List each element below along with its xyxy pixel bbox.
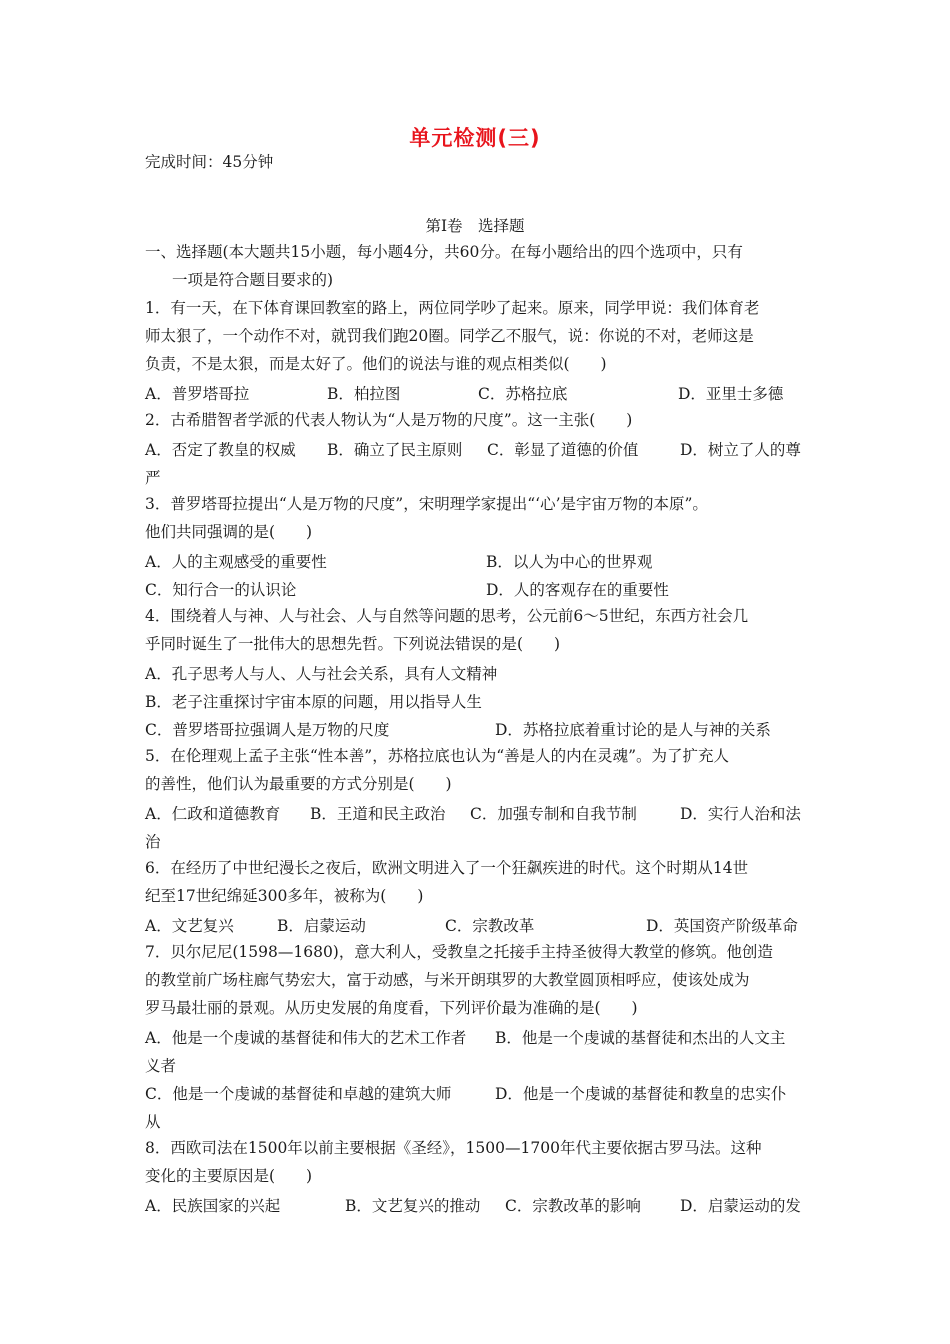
question-6-option-b: B．启蒙运动 <box>277 917 366 935</box>
question-5-option-d: D．实行人治和法 <box>680 805 801 823</box>
question-4-stem: 4．围绕着人与神、人与社会、人与自然等问题的思考，公元前6～5世纪，东西方社会几 <box>145 607 749 625</box>
question-5-option-d-wrap: 治 <box>145 833 161 851</box>
question-3-stem: 他们共同强调的是( ) <box>145 523 313 541</box>
question-7-stem: 7．贝尔尼尼(1598—1680)，意大利人，受教皇之托接手主持圣彼得大教堂的修筑。他创造 <box>145 943 773 961</box>
question-4-option-a: A．孔子思考人与人、人与社会关系，具有人文精神 <box>145 665 498 683</box>
question-6-stem: 纪至17世纪绵延300多年，被称为( ) <box>145 887 424 905</box>
question-1-option-d: D．亚里士多德 <box>678 385 784 403</box>
question-1-option-b: B．柏拉图 <box>327 385 401 403</box>
question-1-stem: 负责，不是太狠，而是太好了。他们的说法与谁的观点相类似( ) <box>145 355 607 373</box>
question-4-option-b: B．老子注重探讨宇宙本原的问题，用以指导人生 <box>145 693 482 711</box>
question-2-option-c: C．彰显了道德的价值 <box>487 441 639 459</box>
question-2-stem: 2．古希腊智者学派的代表人物认为“人是万物的尺度”。这一主张( ) <box>145 411 633 429</box>
question-4-stem: 乎同时诞生了一批伟大的思想先哲。下列说法错误的是( ) <box>145 635 561 653</box>
question-7-option-b: B．他是一个虔诚的基督徒和杰出的人文主 <box>495 1029 786 1047</box>
question-2-option-d: D．树立了人的尊 <box>680 441 801 459</box>
question-7-option-d-wrap: 从 <box>145 1113 161 1131</box>
question-8-stem: 变化的主要原因是( ) <box>145 1167 313 1185</box>
question-5-option-a: A．仁政和道德教育 <box>145 805 281 823</box>
question-5-stem: 的善性，他们认为最重要的方式分别是( ) <box>145 775 452 793</box>
question-1-option-c: C．苏格拉底 <box>478 385 568 403</box>
question-6-option-a: A．文艺复兴 <box>145 917 234 935</box>
question-7-stem: 罗马最壮丽的景观。从历史发展的角度看，下列评价最为准确的是( ) <box>145 999 638 1017</box>
question-1-stem: 1．有一天，在下体育课回教室的路上，两位同学吵了起来。原来，同学甲说：我们体育老 <box>145 299 760 317</box>
question-6-option-d: D．英国资产阶级革命 <box>646 917 798 935</box>
question-6-option-c: C．宗教改革 <box>445 917 535 935</box>
question-5-option-b: B．王道和民主政治 <box>310 805 446 823</box>
question-8-option-d: D．启蒙运动的发 <box>680 1197 801 1215</box>
question-8-option-b: B．文艺复兴的推动 <box>345 1197 481 1215</box>
question-2-option-b: B．确立了民主原则 <box>327 441 463 459</box>
question-7-option-c: C．他是一个虔诚的基督徒和卓越的建筑大师 <box>145 1085 452 1103</box>
time-label: 完成时间：45分钟 <box>145 153 274 171</box>
question-8-option-a: A．民族国家的兴起 <box>145 1197 281 1215</box>
question-7-option-b-wrap: 义者 <box>145 1057 177 1075</box>
question-7-stem: 的教堂前广场柱廊气势宏大，富于动感，与米开朗琪罗的大教堂圆顶相呼应，使该处成为 <box>145 971 750 989</box>
instructions-line-1: 一、选择题(本大题共15小题，每小题4分，共60分。在每小题给出的四个选项中，只有 <box>145 243 743 261</box>
question-1-option-a: A．普罗塔哥拉 <box>145 385 250 403</box>
instructions-line-2: 一项是符合题目要求的) <box>172 271 334 289</box>
section-title: 第Ⅰ卷 选择题 <box>425 217 525 235</box>
question-3-stem: 3．普罗塔哥拉提出“人是万物的尺度”，宋明理学家提出“‘心’是宇宙万物的本原”。 <box>145 495 708 513</box>
question-3-option-b: B．以人为中心的世界观 <box>486 553 653 571</box>
question-2-option-a: A．否定了教皇的权威 <box>145 441 296 459</box>
question-7-option-a: A．他是一个虔诚的基督徒和伟大的艺术工作者 <box>145 1029 467 1047</box>
question-3-option-c: C．知行合一的认识论 <box>145 581 297 599</box>
question-8-option-c: C．宗教改革的影响 <box>505 1197 641 1215</box>
question-3-option-a: A．人的主观感受的重要性 <box>145 553 327 571</box>
question-3-option-d: D．人的客观存在的重要性 <box>486 581 669 599</box>
question-5-option-c: C．加强专制和自我节制 <box>470 805 637 823</box>
question-7-option-d: D．他是一个虔诚的基督徒和教皇的忠实仆 <box>495 1085 787 1103</box>
question-1-stem: 师太狠了，一个动作不对，就罚我们跑20圈。同学乙不服气，说：你说的不对，老师这是 <box>145 327 754 345</box>
question-5-stem: 5．在伦理观上孟子主张“性本善”，苏格拉底也认为“善是人的内在灵魂”。为了扩充人 <box>145 747 730 765</box>
question-8-stem: 8．西欧司法在1500年以前主要根据《圣经》，1500—1700年代主要依据古罗马法。这种 <box>145 1139 762 1157</box>
question-4-option-d: D．苏格拉底着重讨论的是人与神的关系 <box>495 721 771 739</box>
question-2-option-d-wrap: 严 <box>145 469 161 487</box>
page-title: 单元检测(三) <box>409 126 541 150</box>
question-6-stem: 6．在经历了中世纪漫长之夜后，欧洲文明进入了一个狂飙疾进的时代。这个时期从14世 <box>145 859 749 877</box>
question-4-option-c: C．普罗塔哥拉强调人是万物的尺度 <box>145 721 390 739</box>
